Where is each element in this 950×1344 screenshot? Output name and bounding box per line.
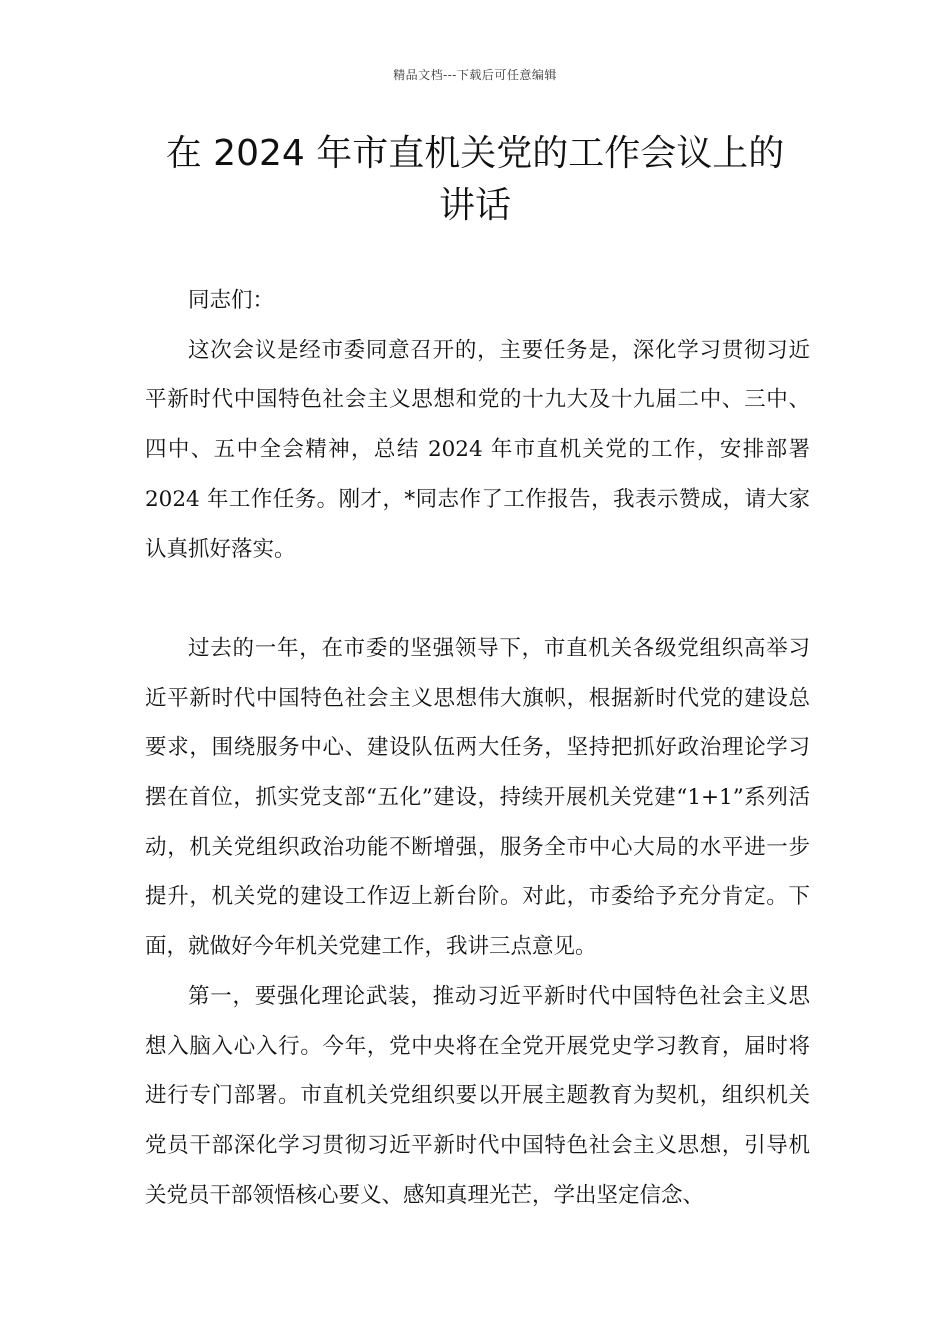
header-note: 精品文档---下载后可任意编辑 bbox=[393, 68, 557, 82]
title-line-1: 在 2024 年市直机关党的工作会议上的 bbox=[165, 133, 785, 174]
paragraph-intro: 这次会议是经市委同意召开的，主要任务是，深化学习贯彻习近平新时代中国特色社会主义思想和党的十九大及十九届二中、三中、四中、五中全会精神，总结 2024 年市直机关党的工作，安排部署 2024 年工作任务。刚才，*同志作了工作报告，我表示赞成，请大家认真抓好落实。 bbox=[145, 337, 810, 562]
salutation: 同志们： bbox=[188, 288, 275, 313]
paragraph-point-one: 第一，要强化理论武装，推动习近平新时代中国特色社会主义思想入脑入心入行。今年，党中央将在全党开展党史学习教育，届时将进行专门部署。市直机关党组织要以开展主题教育为契机，组织机关党员干部深化学习贯彻习近平新时代中国特色社会主义思想，引导机关党员干部领悟核心要义、感知真理光芒，学出坚定信念、 bbox=[145, 983, 810, 1208]
document-title bbox=[145, 128, 805, 232]
document-body bbox=[145, 276, 810, 1220]
paragraph-review: 过去的一年，在市委的坚强领导下，市直机关各级党组织高举习近平新时代中国特色社会主义思想伟大旗帜，根据新时代党的建设总要求，围绕服务中心、建设队伍两大任务，坚持把抓好政治理论学习摆在首位，抓实党支部“五化”建设，持续开展机关党建“1+1”系列活动，机关党组织政治功能不断增强，服务全市中心大局的水平进一步提升，机关党的建设工作迈上新台阶。对此，市委给予充分肯定。下面，就做好今年机关党建工作，我讲三点意见。 bbox=[145, 635, 810, 960]
paragraph-spacer bbox=[145, 574, 810, 624]
title-line-2: 讲话 bbox=[438, 185, 511, 226]
